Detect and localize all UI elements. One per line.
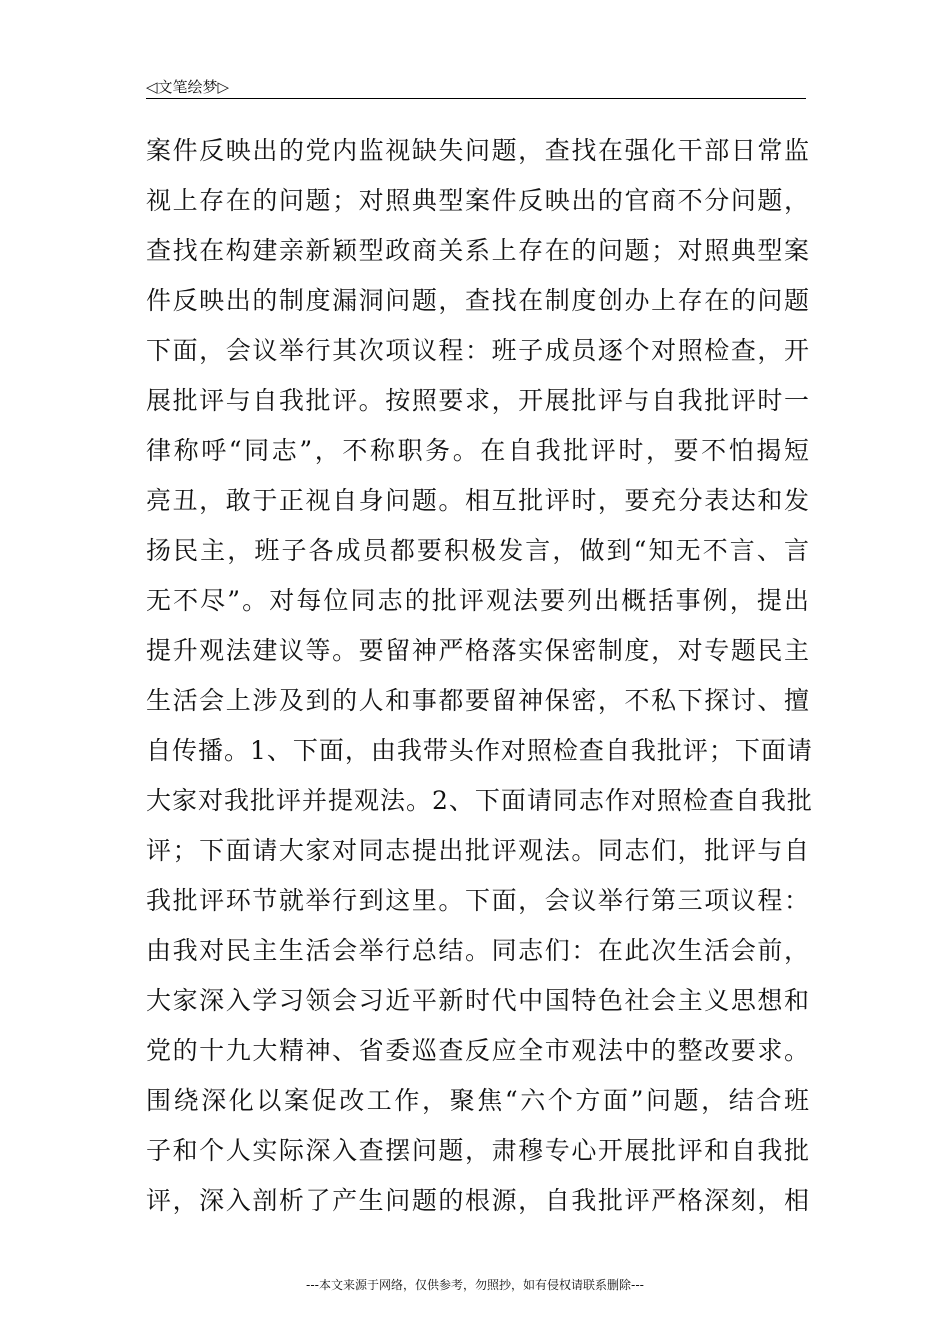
document-body xyxy=(146,126,813,1226)
body-line: 围绕深化以案促改工作，聚焦“六个方面”问题，结合班 xyxy=(146,1086,810,1115)
body-line: 评；下面请大家对同志提出批评观法。同志们，批评与自 xyxy=(146,836,810,865)
body-line: 生活会上涉及到的人和事都要留神保密，不私下探讨、擅 xyxy=(146,686,810,715)
body-line: 无不尽”。对每位同志的批评观法要列出概括事例，提出 xyxy=(146,586,810,615)
body-line: 由我对民主生活会举行总结。同志们：在此次生活会前， xyxy=(146,936,810,965)
page-header xyxy=(146,70,806,99)
body-line: 自传播。1、下面，由我带头作对照检查自我批评；下面请 xyxy=(146,736,813,765)
body-line: 评，深入剖析了产生问题的根源，自我批评严格深刻，相 xyxy=(146,1186,810,1215)
body-line: 亮丑，敢于正视自身问题。相互批评时，要充分表达和发 xyxy=(146,486,810,515)
body-line: 党的十九大精神、省委巡查反应全市观法中的整改要求。 xyxy=(146,1036,810,1065)
body-line: 案件反映出的党内监视缺失问题，查找在强化干部日常监 xyxy=(146,136,810,165)
body-line: 展批评与自我批评。按照要求，开展批评与自我批评时一 xyxy=(146,386,810,415)
body-line: 大家深入学习领会习近平新时代中国特色社会主义思想和 xyxy=(146,986,810,1015)
body-line: 律称呼“同志”，不称职务。在自我批评时，要不怕揭短 xyxy=(146,436,810,465)
body-line: 查找在构建亲新颖型政商关系上存在的问题；对照典型案 xyxy=(146,236,810,265)
body-line: 件反映出的制度漏洞问题，查找在制度创办上存在的问题 xyxy=(146,286,810,315)
body-line: 大家对我批评并提观法。2、下面请同志作对照检查自我批 xyxy=(146,786,813,815)
body-line: 下面，会议举行其次项议程：班子成员逐个对照检查，开 xyxy=(146,336,810,365)
body-line: 我批评环节就举行到这里。下面，会议举行第三项议程： xyxy=(146,886,810,915)
header-title: ◁文笔绘梦▷ xyxy=(146,78,230,96)
body-line: 提升观法建议等。要留神严格落实保密制度，对专题民主 xyxy=(146,636,810,665)
body-line: 视上存在的问题；对照典型案件反映出的官商不分问题， xyxy=(146,186,810,215)
body-line: 子和个人实际深入查摆问题，肃穆专心开展批评和自我批 xyxy=(146,1136,810,1165)
footer-disclaimer: ---本文来源于网络，仅供参考，勿照抄，如有侵权请联系删除--- xyxy=(306,1278,644,1292)
body-line: 扬民主，班子各成员都要积极发言，做到“知无不言、言 xyxy=(146,536,810,565)
